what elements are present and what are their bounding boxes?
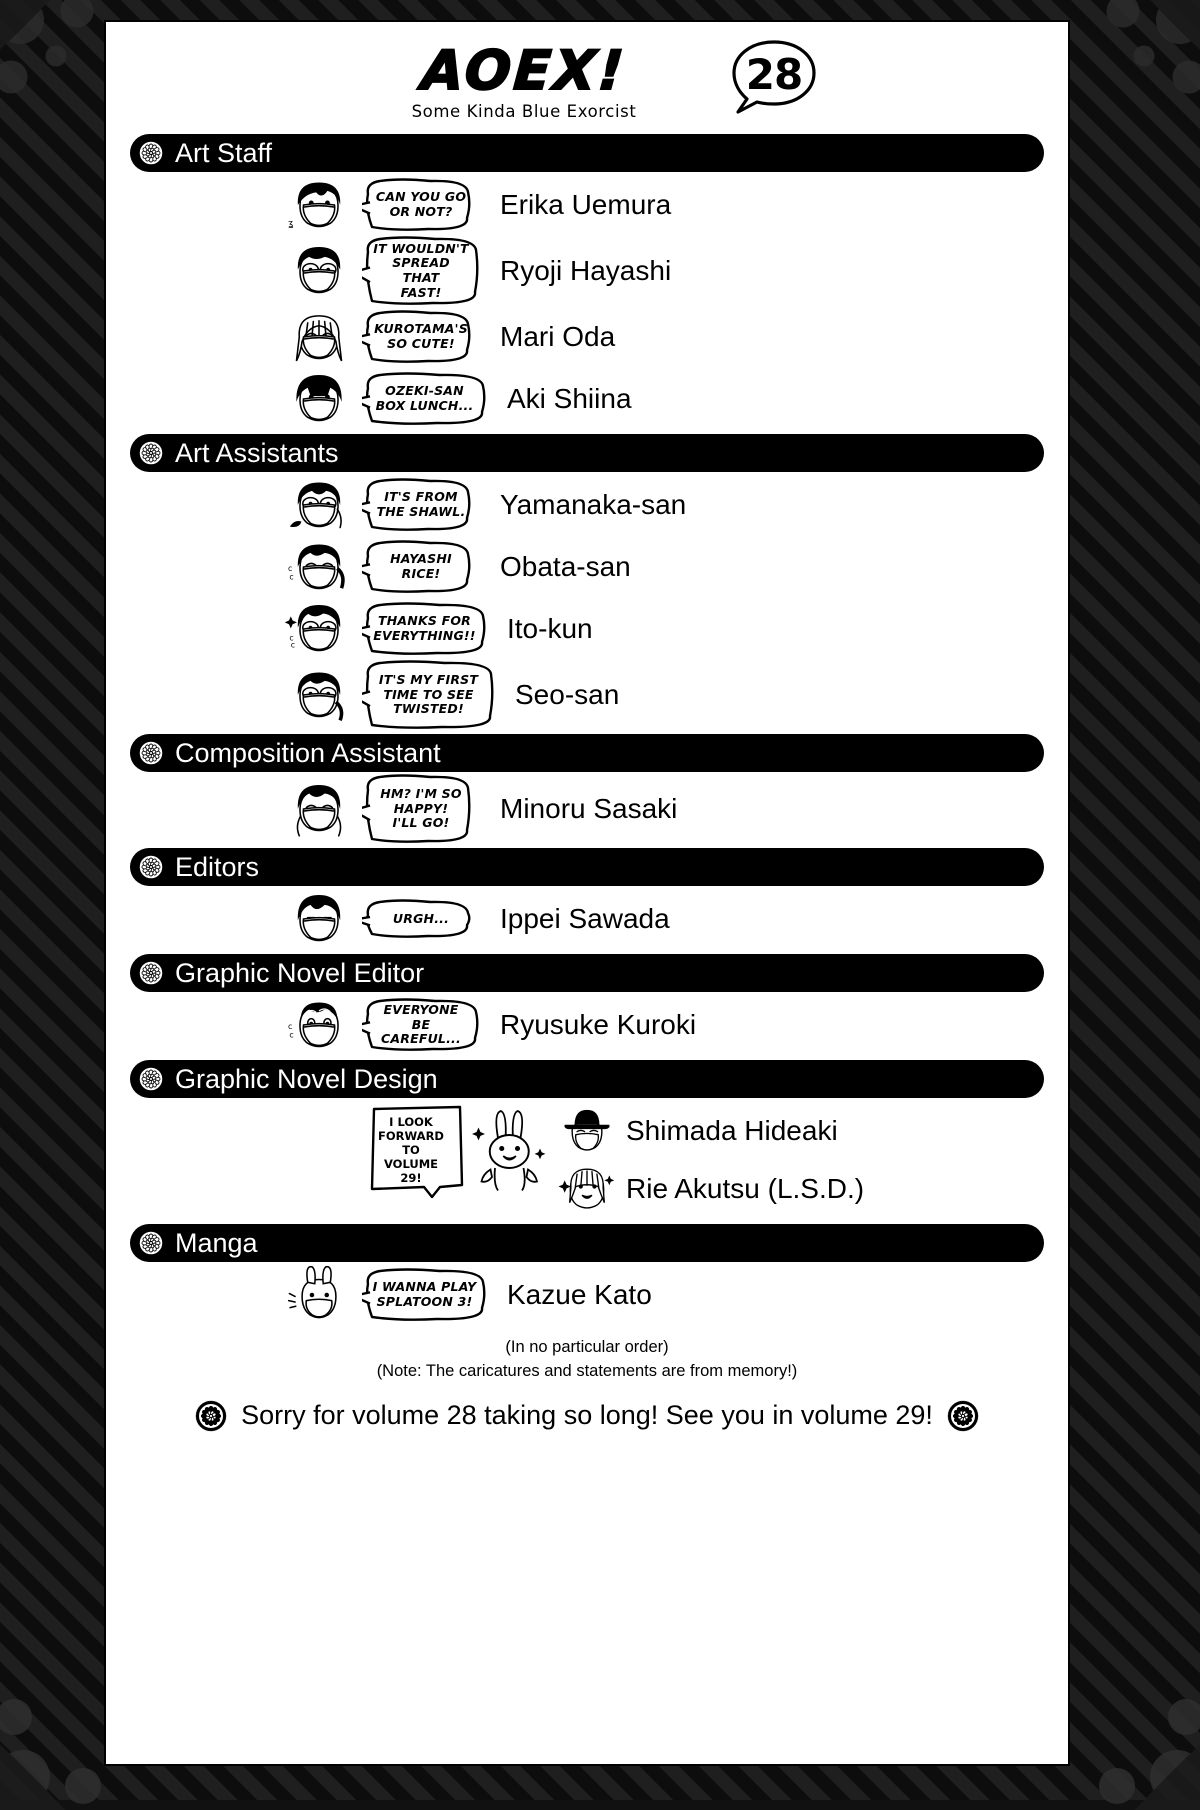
caricature-long-wavy-hair-mask bbox=[280, 306, 358, 368]
person-name: Seo-san bbox=[515, 679, 619, 711]
rosette-icon-right bbox=[947, 1400, 979, 1432]
speech-bubble bbox=[362, 540, 480, 594]
section-title: Graphic Novel Editor bbox=[175, 958, 424, 989]
rosette-icon bbox=[136, 958, 166, 988]
caricature-glasses-low-ponytail-mask bbox=[280, 664, 358, 726]
caricature-short-black-hair-mask bbox=[280, 174, 358, 236]
section-header-art-staff bbox=[130, 134, 1044, 172]
caricature-glasses-braid-mask bbox=[280, 474, 358, 536]
credit-row bbox=[130, 598, 1044, 660]
speech-bubble bbox=[362, 372, 487, 426]
credit-list bbox=[130, 174, 1044, 430]
person-name: Ippei Sawada bbox=[500, 903, 670, 935]
credit-row bbox=[556, 1160, 864, 1218]
caricature-twin-braids-mask bbox=[280, 778, 358, 840]
credit-row bbox=[130, 994, 1044, 1056]
credit-row bbox=[130, 536, 1044, 598]
speech-bubble-text: HAYASHI RICE! bbox=[362, 540, 480, 594]
design-people bbox=[556, 1102, 864, 1218]
credit-row bbox=[130, 368, 1044, 430]
credit-row bbox=[130, 1264, 1044, 1326]
credit-row bbox=[130, 306, 1044, 368]
corner-ornament-bottom-right bbox=[1060, 1660, 1200, 1810]
caricature-ponytail-glasses-mask bbox=[280, 536, 358, 598]
speech-bubble bbox=[362, 236, 480, 306]
speech-bubble-text: IT WOULDN'T SPREAD THAT FAST! bbox=[362, 236, 480, 306]
caricature-bob-hair-mask bbox=[280, 368, 358, 430]
footer-note-order: (In no particular order) bbox=[130, 1336, 1044, 1360]
credits-page bbox=[106, 22, 1068, 1764]
caricature-hat-man bbox=[556, 1103, 618, 1159]
credit-row bbox=[130, 474, 1044, 536]
caricature-smiling-girl-sparkles bbox=[556, 1161, 618, 1217]
credit-row bbox=[130, 888, 1044, 950]
speech-bubble-text: IT'S MY FIRST TIME TO SEE TWISTED! bbox=[362, 660, 495, 730]
speech-bubble-text: OZEKI-SAN BOX LUNCH... bbox=[362, 372, 487, 426]
caricature-glasses-sparkle-mask bbox=[280, 598, 358, 660]
section-header-art-assistants bbox=[130, 434, 1044, 472]
rosette-icon bbox=[136, 1064, 166, 1094]
closing-message-bar bbox=[130, 1400, 1044, 1432]
footer-notes bbox=[130, 1336, 1044, 1384]
volume-number: 28 bbox=[728, 50, 820, 99]
speech-bubble bbox=[362, 774, 480, 844]
rosette-icon bbox=[136, 852, 166, 882]
corner-ornament-top-right bbox=[1060, 0, 1200, 140]
section-title: Graphic Novel Design bbox=[175, 1064, 438, 1095]
speech-bubble bbox=[362, 660, 495, 730]
section-header-graphic-novel-design bbox=[130, 1060, 1044, 1098]
svg-text:c: c bbox=[289, 1031, 293, 1040]
credit-row bbox=[130, 174, 1044, 236]
speech-bubble bbox=[362, 998, 480, 1052]
speech-bubble bbox=[362, 602, 487, 656]
person-name: Minoru Sasaki bbox=[500, 793, 677, 825]
svg-text:c: c bbox=[289, 573, 293, 582]
section-title: Art Staff bbox=[175, 138, 272, 169]
rosette-icon bbox=[136, 138, 166, 168]
speech-bubble bbox=[362, 310, 480, 364]
person-name: Ryusuke Kuroki bbox=[500, 1009, 696, 1041]
speech-bubble-text: KUROTAMA'S SO CUTE! bbox=[362, 310, 480, 364]
speech-bubble bbox=[362, 899, 480, 939]
credit-list bbox=[130, 888, 1044, 950]
caricature-rabbit-hood-mask bbox=[280, 1264, 358, 1326]
sections-container bbox=[130, 134, 1044, 1326]
footer-note-memory: (Note: The caricatures and statements are from memory!) bbox=[130, 1360, 1044, 1384]
credit-list bbox=[130, 994, 1044, 1056]
person-name: Shimada Hideaki bbox=[626, 1115, 838, 1147]
section-header-manga bbox=[130, 1224, 1044, 1262]
speech-bubble-text: EVERYONE BE CAREFUL... bbox=[362, 998, 480, 1052]
logo-title: AOEX! bbox=[372, 44, 676, 98]
speech-bubble-text: HM? I'M SO HAPPY! I'LL GO! bbox=[362, 774, 480, 844]
credit-list bbox=[130, 774, 1044, 844]
person-name: Rie Akutsu (L.S.D.) bbox=[626, 1173, 864, 1205]
speech-bubble bbox=[362, 178, 480, 232]
volume-bubble bbox=[728, 38, 820, 116]
caricature-glasses-black-hair-mask bbox=[280, 240, 358, 302]
masthead bbox=[130, 32, 1044, 130]
section-title: Manga bbox=[175, 1228, 258, 1259]
rosette-icon bbox=[136, 738, 166, 768]
section-title: Art Assistants bbox=[175, 438, 339, 469]
design-credit-block bbox=[130, 1100, 1044, 1220]
person-name: Obata-san bbox=[500, 551, 631, 583]
credit-row bbox=[556, 1102, 864, 1160]
design-bubble-and-mascot bbox=[360, 1101, 550, 1219]
person-name: Yamanaka-san bbox=[500, 489, 686, 521]
speech-bubble-text: CAN YOU GO OR NOT? bbox=[362, 178, 480, 232]
speech-bubble-text: I WANNA PLAY SPLATOON 3! bbox=[362, 1268, 487, 1322]
credit-row bbox=[130, 236, 1044, 306]
svg-text:c: c bbox=[288, 564, 292, 573]
series-logo bbox=[374, 44, 674, 121]
person-name: Erika Uemura bbox=[500, 189, 671, 221]
credit-list bbox=[130, 474, 1044, 730]
caricature-curly-hair-mask bbox=[280, 994, 358, 1056]
caricature-black-hair-mask bbox=[280, 888, 358, 950]
person-name: Kazue Kato bbox=[507, 1279, 652, 1311]
closing-message: Sorry for volume 28 taking so long! See you in volume 29! bbox=[241, 1400, 933, 1431]
person-name: Ito-kun bbox=[507, 613, 593, 645]
rosette-icon bbox=[136, 438, 166, 468]
speech-bubble bbox=[362, 478, 480, 532]
rosette-icon-left bbox=[195, 1400, 227, 1432]
person-name: Ryoji Hayashi bbox=[500, 255, 671, 287]
svg-text:c: c bbox=[291, 640, 295, 649]
rosette-icon bbox=[136, 1228, 166, 1258]
credit-row bbox=[130, 774, 1044, 844]
speech-bubble-text: IT'S FROM THE SHAWL. bbox=[362, 478, 480, 532]
svg-text:c: c bbox=[289, 633, 293, 642]
svg-text:c: c bbox=[288, 1022, 292, 1031]
logo-subtitle: Some Kinda Blue Exorcist bbox=[374, 102, 674, 121]
speech-bubble-text: URGH... bbox=[362, 899, 480, 939]
speech-bubble bbox=[362, 1268, 487, 1322]
speech-bubble-text: THANKS FOR EVERYTHING!! bbox=[362, 602, 487, 656]
section-title: Composition Assistant bbox=[175, 738, 441, 769]
section-header-composition-assistant bbox=[130, 734, 1044, 772]
person-name: Mari Oda bbox=[500, 321, 615, 353]
credit-row bbox=[130, 660, 1044, 730]
design-bubble-text: I LOOK FORWARD TO VOLUME 29! bbox=[372, 1115, 450, 1185]
credit-list bbox=[130, 1264, 1044, 1326]
svg-text:ʓ: ʓ bbox=[288, 219, 294, 229]
person-name: Aki Shiina bbox=[507, 383, 632, 415]
section-header-graphic-novel-editor bbox=[130, 954, 1044, 992]
section-title: Editors bbox=[175, 852, 259, 883]
section-header-editors bbox=[130, 848, 1044, 886]
